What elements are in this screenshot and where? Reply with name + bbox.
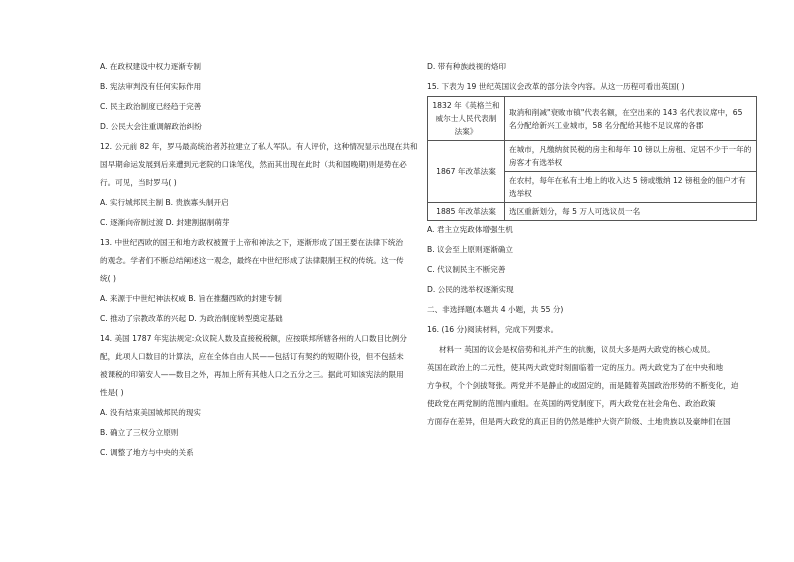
text-line: A. 实行城邦民主制 B. 贵族寡头制开启 — [100, 198, 229, 207]
text-line: B. 议会至上原则逐渐确立 — [427, 245, 513, 254]
text-line: 13. 中世纪西欧的国王和地方政权被置于上帝和神法之下，逐渐形成了国王要在法律下统治 — [100, 238, 404, 247]
text-line: 方争权，个个剑拔弩张。两党并不是静止的或固定的，而是随着英国政治形势的不断变化，迫 — [427, 381, 739, 390]
table-cell-content: 选区重新划分，每 5 万人可选议员一名 — [505, 203, 757, 221]
text-line: D. 公民的选举权逐渐实现 — [427, 285, 514, 294]
text-line: 性是( ) — [100, 388, 124, 397]
text-line: 行。可见，当时罗马( ) — [100, 178, 177, 187]
text-line: 方面存在差异，但是两大政党的真正目的仍然是维护大资产阶级、土地贵族以及豪绅们在国 — [427, 417, 731, 426]
text-line: 二、非选择题(本题共 4 小题，共 55 分) — [427, 305, 564, 314]
table-cell-act: 1867 年改革法案 — [428, 141, 505, 203]
left-column — [100, 62, 430, 458]
text-line: 英国在政治上的二元性，使其两大政党时刻面临着一定的压力。两大政党为了在中央和地 — [427, 363, 724, 372]
table-row — [428, 97, 757, 141]
text-line: C. 调整了地方与中央的关系 — [100, 448, 194, 457]
text-line: C. 代议制民主不断完善 — [427, 265, 506, 274]
text-line: A. 在政权建设中权力逐渐专制 — [100, 62, 202, 71]
text-line: 的观念。学者们不断总结阐述这一观念，最终在中世纪形成了法律限制王权的传统。这一传 — [100, 256, 404, 265]
text-line: A. 来源于中世纪神法权威 B. 旨在推翻西欧的封建专制 — [100, 294, 282, 303]
table-cell-act: 1885 年改革法案 — [428, 203, 505, 221]
text-line: 材料一 英国的议会是权倍势和礼并产生的抗衡，议员大多是两大政党的核心成员。 — [439, 345, 715, 354]
table-row — [428, 141, 757, 172]
text-line: B. 宪法审判没有任何实际作用 — [100, 82, 202, 91]
text-line: B. 确立了三权分立原则 — [100, 428, 179, 437]
text-line: 16. (16 分)阅读材料，完成下列要求。 — [427, 325, 559, 334]
text-line: A. 君主立宪政体增强生机 — [427, 225, 513, 234]
text-line: 15. 下表为 19 世纪英国议会改革的部分法令内容。从这一历程可看出英国( ) — [427, 82, 685, 91]
text-line: 12. 公元前 82 年，罗马最高统治者苏拉建立了私人军队。有人评价，这种情况显示出现在共和 — [100, 142, 418, 151]
question-15-table — [427, 96, 757, 221]
text-line: 国早期命运发展到后来遭到元老院的口诛笔伐，然而其出现在此时（共和国晚期)则是势在必 — [100, 160, 407, 169]
table-cell-content: 在城市，凡缴纳贫民税的房主和每年 10 镑以上房租、定居不少于一年的房客才有选举权 — [505, 141, 757, 172]
text-line: D. 公民大会注重调解政治纠纷 — [100, 122, 202, 131]
table-row — [428, 203, 757, 221]
text-line: 被课税的印第安人——数目之外，再加上所有其他人口之五分之三。据此可知该宪法的限用 — [100, 370, 404, 379]
table-cell-content: 取消和削减"衰败市镇"代表名额，在空出来的 143 名代表议席中，65 名分配给新兴工业城市，58 名分配给其他不足议席的各郡 — [505, 97, 757, 141]
text-line: A. 没有结束美国城邦民的现实 — [100, 408, 202, 417]
text-line: 统( ) — [100, 274, 116, 283]
right-column — [427, 62, 763, 427]
text-line: 使政党在两党制的范围内重组。在英国的两党制度下，两大政党在社会角色、政治政策 — [427, 399, 716, 408]
text-line: D. 带有种族歧视的烙印 — [427, 62, 507, 71]
text-line: C. 逐渐向帝制过渡 D. 封建割据制萌芽 — [100, 218, 230, 227]
text-line: C. 民主政治制度已经趋于完善 — [100, 102, 202, 111]
text-line: C. 推动了宗教改革的兴起 D. 为政治制度转型奠定基础 — [100, 314, 283, 323]
text-line: 14. 美国 1787 年宪法规定:众议院人数及直接税税额，应按联邦所辖各州的人口数目比例分 — [100, 334, 407, 343]
table-cell-act: 1832 年《英格兰和威尔士人民代表制法案》 — [428, 97, 505, 141]
text-line: 配，此项人口数目的计算法，应在全体自由人民——包括订有契约的短期仆役，但不包括未 — [100, 352, 404, 361]
table-cell-content: 在农村，每年在私有土地上的收入达 5 镑或缴纳 12 镑租金的佃户才有选举权 — [505, 172, 757, 203]
